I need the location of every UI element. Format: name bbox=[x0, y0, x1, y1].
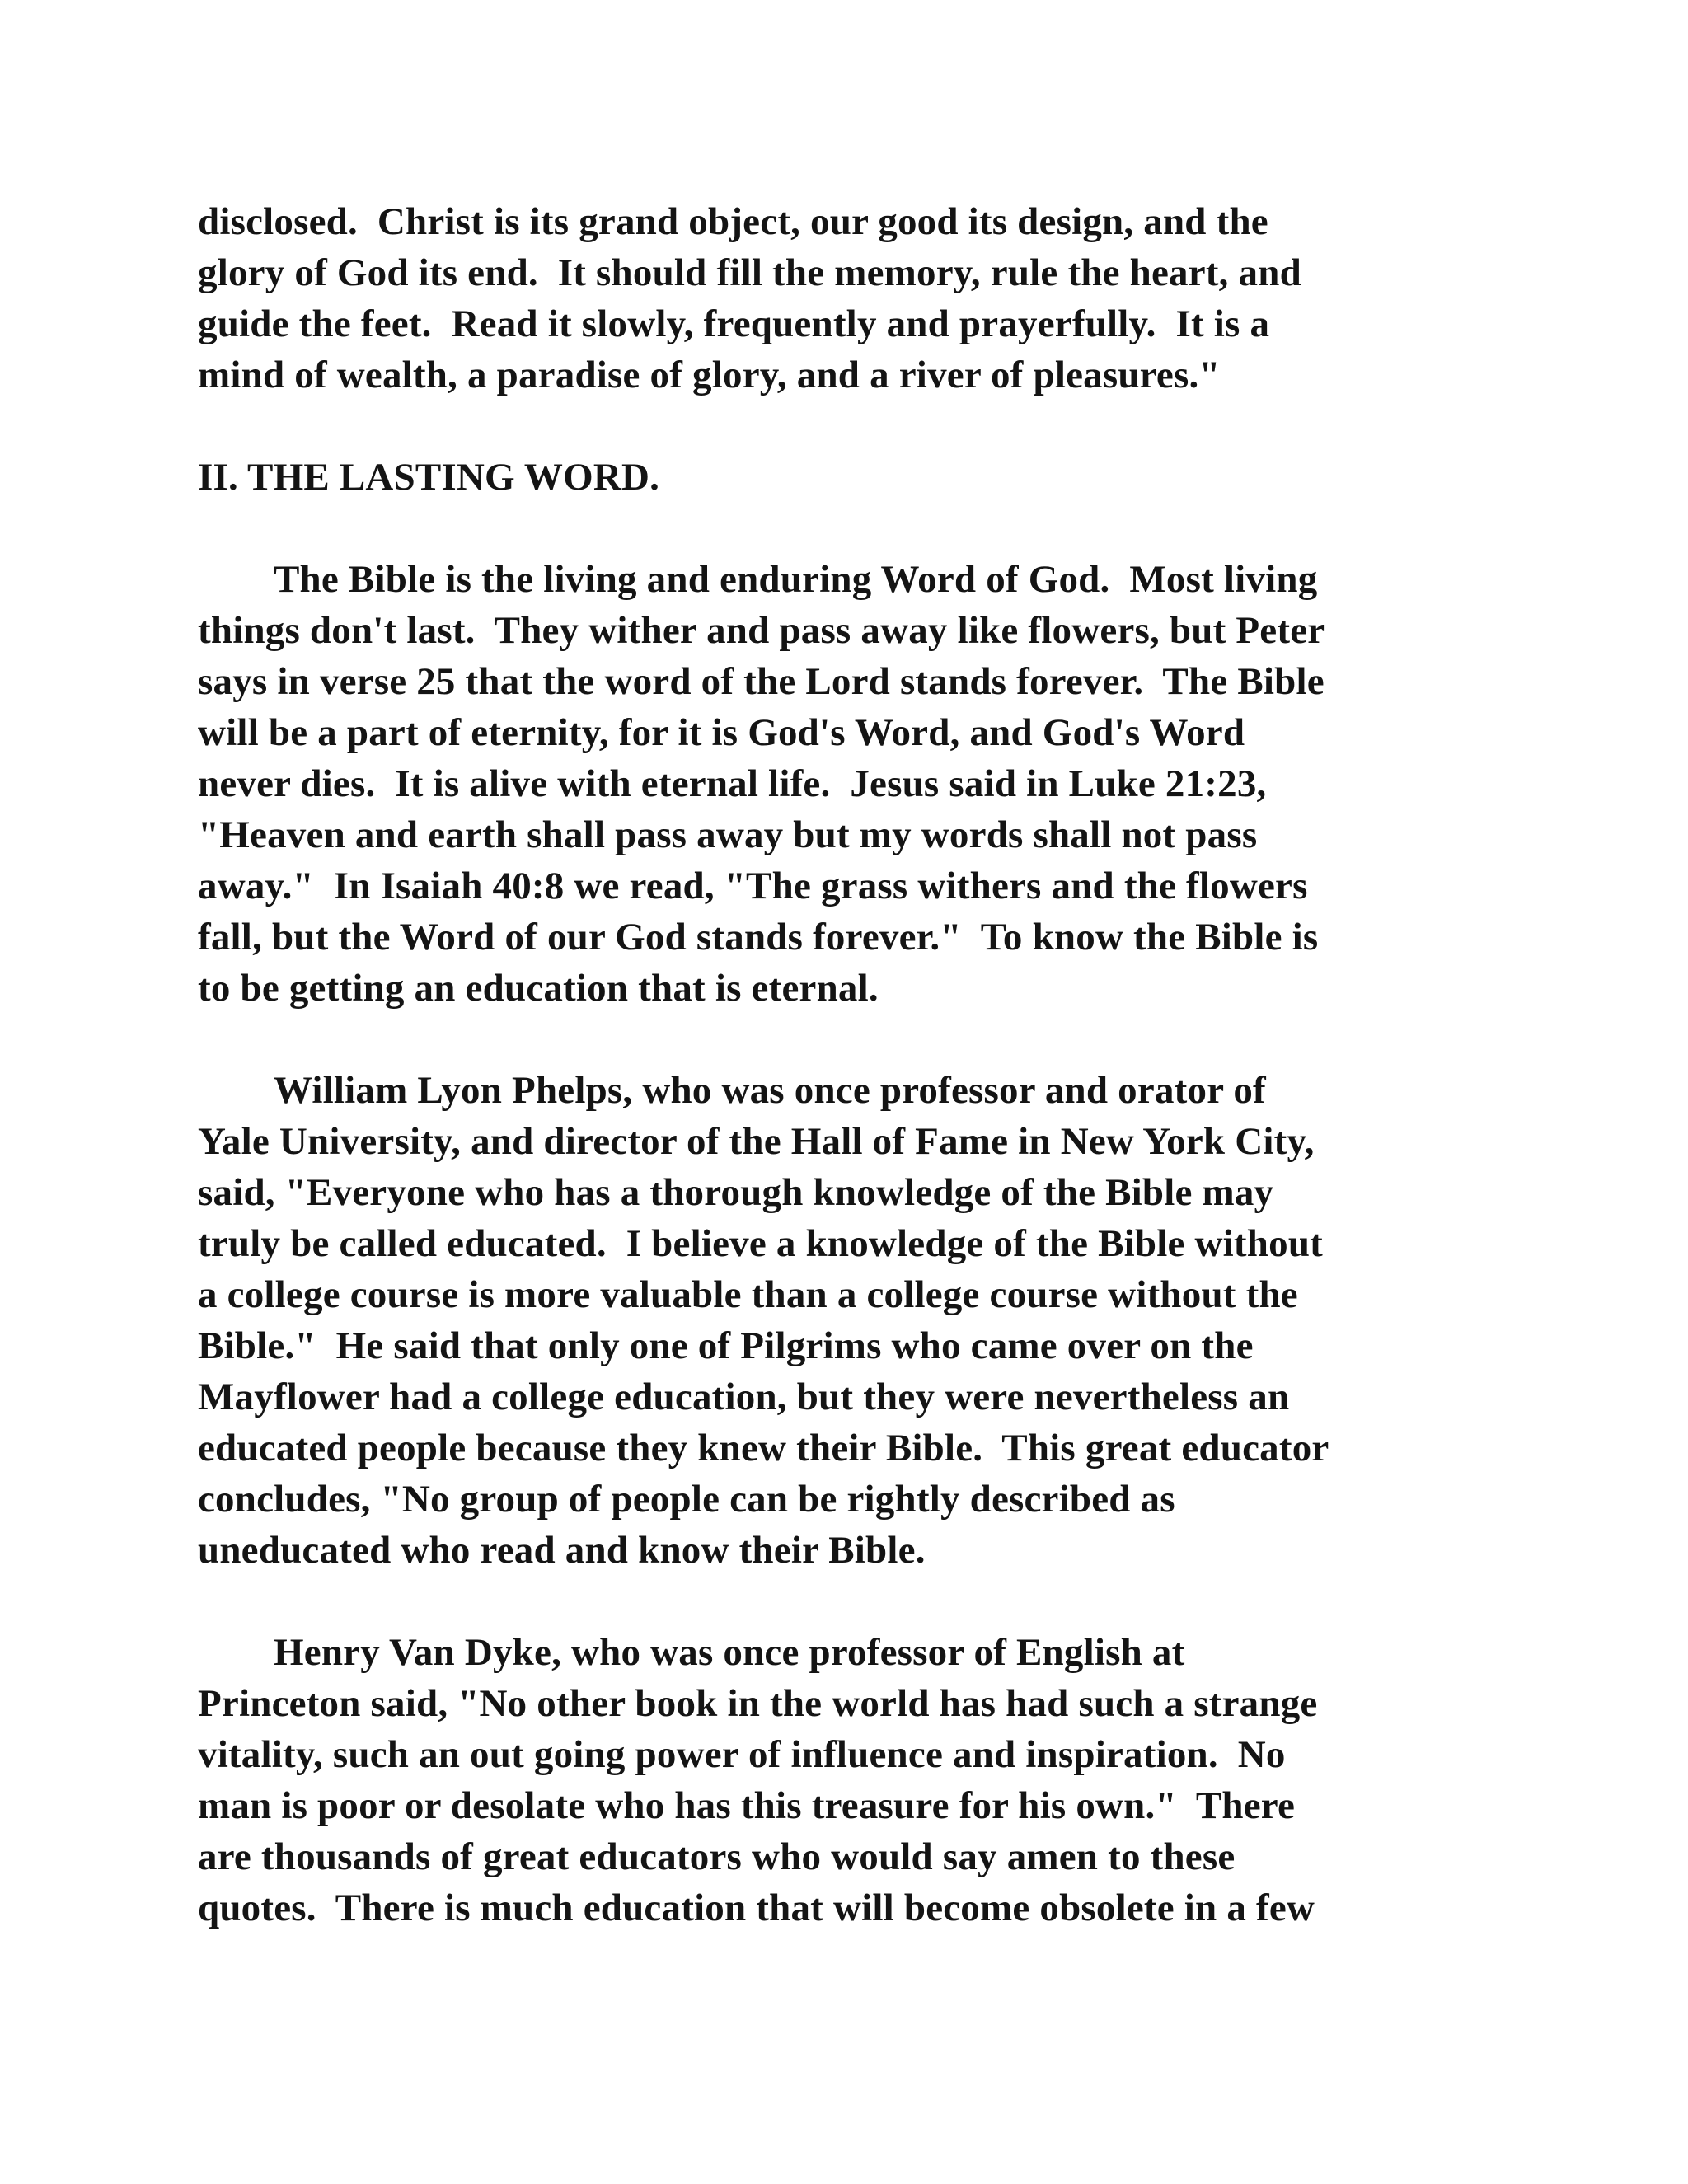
text-line: man is poor or desolate who has this treasure for his own." There bbox=[198, 1784, 1296, 1827]
paragraph-4 bbox=[198, 1627, 1484, 1933]
paragraph-gap bbox=[198, 1576, 1484, 1627]
text-line: away." In Isaiah 40:8 we read, "The grass withers and the flowers bbox=[198, 865, 1308, 907]
paragraph-3 bbox=[198, 1065, 1484, 1576]
text-line: Yale University, and director of the Hall of Fame in New York City, bbox=[198, 1120, 1315, 1163]
paragraph-1 bbox=[198, 196, 1484, 401]
section-heading bbox=[198, 452, 1484, 503]
text-line: said, "Everyone who has a thorough knowledge of the Bible may bbox=[198, 1171, 1274, 1214]
text-line: educated people because they knew their Bible. This great educator bbox=[198, 1427, 1329, 1469]
text-line: to be getting an education that is eternal. bbox=[198, 967, 879, 1010]
paragraph-gap bbox=[198, 1014, 1484, 1065]
section-heading-text: II. THE LASTING WORD. bbox=[198, 456, 660, 499]
text-line: The Bible is the living and enduring Word of God. Most living bbox=[274, 558, 1318, 601]
text-line: a college course is more valuable than a college course without the bbox=[198, 1273, 1298, 1316]
document-body bbox=[198, 196, 1484, 1933]
text-line: Henry Van Dyke, who was once professor of English at bbox=[274, 1631, 1185, 1674]
text-line: never dies. It is alive with eternal life. Jesus said in Luke 21:23, bbox=[198, 762, 1267, 805]
text-line: things don't last. They wither and pass away like flowers, but Peter bbox=[198, 609, 1325, 652]
text-line: will be a part of eternity, for it is God's Word, and God's Word bbox=[198, 711, 1245, 754]
text-line: fall, but the Word of our God stands forever." To know the Bible is bbox=[198, 916, 1319, 958]
paragraph-gap bbox=[198, 401, 1484, 452]
text-line: Mayflower had a college education, but they were nevertheless an bbox=[198, 1376, 1290, 1418]
paragraph-gap bbox=[198, 503, 1484, 554]
text-line: Bible." He said that only one of Pilgrims who came over on the bbox=[198, 1324, 1254, 1367]
text-line: William Lyon Phelps, who was once professor and orator of bbox=[274, 1069, 1266, 1112]
text-line: "Heaven and earth shall pass away but my words shall not pass bbox=[198, 813, 1258, 856]
text-line: says in verse 25 that the word of the Lord stands forever. The Bible bbox=[198, 660, 1325, 703]
text-line: guide the feet. Read it slowly, frequently and prayerfully. It is a bbox=[198, 302, 1270, 345]
paragraph-2 bbox=[198, 554, 1484, 1014]
text-line: are thousands of great educators who would say amen to these bbox=[198, 1835, 1236, 1878]
text-line: disclosed. Christ is its grand object, our good its design, and the bbox=[198, 200, 1268, 243]
text-line: truly be called educated. I believe a knowledge of the Bible without bbox=[198, 1222, 1324, 1265]
text-line: uneducated who read and know their Bible. bbox=[198, 1529, 926, 1572]
text-line: glory of God its end. It should fill the memory, rule the heart, and bbox=[198, 251, 1301, 294]
text-line: concludes, "No group of people can be rightly described as bbox=[198, 1478, 1175, 1521]
text-line: Princeton said, "No other book in the world has had such a strange bbox=[198, 1682, 1318, 1725]
text-line: mind of wealth, a paradise of glory, and a river of pleasures." bbox=[198, 354, 1221, 396]
text-line: vitality, such an out going power of influence and inspiration. No bbox=[198, 1733, 1286, 1776]
text-line: quotes. There is much education that will become obsolete in a few bbox=[198, 1886, 1315, 1929]
